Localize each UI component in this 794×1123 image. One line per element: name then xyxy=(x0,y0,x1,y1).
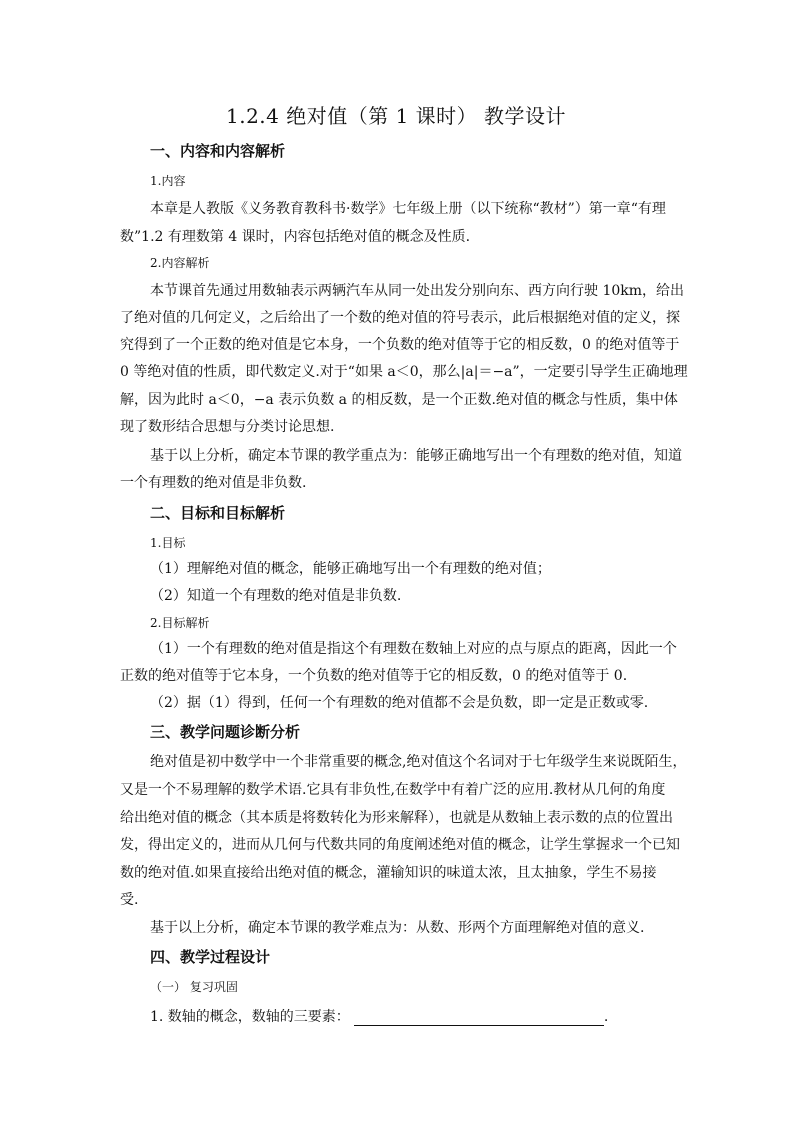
document-title: 1.2.4 绝对值（第 1 课时） 教学设计 xyxy=(226,104,567,128)
paragraph-line: 给出绝对值的概念（其本质是将数转化为形来解释），也就是从数轴上表示数的点的位置出 xyxy=(120,810,673,826)
question-end: . xyxy=(603,1009,609,1025)
paragraph-line: （2）据（1）得到，任何一个有理数的绝对值都不会是负数，即一定是正数或零. xyxy=(150,695,649,711)
paragraph-line: 又是一个不易理解的数学术语.它具有非负性,在数学中有着广泛的应用.教材从几何的角度 xyxy=(120,782,666,798)
section-heading-2: 二、目标和目标解析 xyxy=(150,504,286,522)
goal-item: （2）知道一个有理数的绝对值是非负数. xyxy=(150,588,402,604)
subheading-review: （一） 复习巩固 xyxy=(150,980,238,994)
paragraph-line: 数”1.2 有理数第 4 课时，内容包括绝对值的概念及性质. xyxy=(120,229,471,245)
goal-item: （1）理解绝对值的概念，能够正确地写出一个有理数的绝对值； xyxy=(150,561,551,577)
subheading-content: 1.内容 xyxy=(150,174,186,188)
paragraph-line: 发，得出定义的，进而从几何与代数共同的角度阐述绝对值的概念，让学生掌握求一个已知 xyxy=(120,837,680,853)
paragraph-line: 数的绝对值.如果直接给出绝对值的概念，灌输知识的味道太浓，且太抽象，学生不易接 xyxy=(120,865,657,881)
subheading-content-analysis: 2.内容解析 xyxy=(150,256,210,270)
section-heading-3: 三、教学问题诊断分析 xyxy=(150,723,301,741)
section-heading-1: 一、内容和内容解析 xyxy=(150,142,286,160)
subheading-goal-analysis: 2.目标解析 xyxy=(150,616,210,630)
paragraph-line: 了绝对值的几何定义，之后给出了一个数的绝对值的符号表示，此后根据绝对值的定义，探 xyxy=(120,310,680,326)
paragraph-line: 现了数形结合思想与分类讨论思想. xyxy=(120,419,335,435)
paragraph-line: 绝对值是初中数学中一个非常重要的概念,绝对值这个名词对于七年级学生来说既陌生， xyxy=(150,754,687,770)
answer-blank[interactable] xyxy=(354,1011,604,1026)
paragraph-line: 一个有理数的绝对值是非负数. xyxy=(120,475,307,491)
paragraph-line: 基于以上分析，确定本节课的教学重点为：能够正确地写出一个有理数的绝对值，知道 xyxy=(150,448,682,464)
question-line xyxy=(150,1006,608,1026)
paragraph-line: （1）一个有理数的绝对值是指这个有理数在数轴上对应的点与原点的距离，因此一个 xyxy=(150,641,677,657)
paragraph-line: 本章是人教版《义务教育教科书·数学》七年级上册（以下统称“教材”）第一章“有理 xyxy=(150,201,666,217)
question-text: 1. 数轴的概念，数轴的三要素： xyxy=(150,1009,350,1025)
paragraph-line: 正数的绝对值等于它本身，一个负数的绝对值等于它的相反数，0 的绝对值等于 0. xyxy=(120,668,628,684)
subheading-goals: 1.目标 xyxy=(150,536,186,550)
paragraph-line: 0 等绝对值的性质，即代数定义.对于“如果 a＜0，那么|a|＝−a”，一定要引导学生正确地理 xyxy=(120,364,688,380)
section-heading-4: 四、教学过程设计 xyxy=(150,948,271,966)
paragraph-line: 受. xyxy=(120,892,139,908)
paragraph-line: 基于以上分析，确定本节课的教学难点为：从数、形两个方面理解绝对值的意义. xyxy=(150,920,645,936)
paragraph-line: 本节课首先通过用数轴表示两辆汽车从同一处出发分别向东、西方向行驶 10km，给出 xyxy=(150,283,685,299)
paragraph-line: 究得到了一个正数的绝对值是它本身，一个负数的绝对值等于它的相反数，0 的绝对值等于 xyxy=(120,337,680,353)
paragraph-line: 解，因为此时 a＜0，−a 表示负数 a 的相反数，是一个正数.绝对值的概念与性质，集中体 xyxy=(120,392,678,408)
